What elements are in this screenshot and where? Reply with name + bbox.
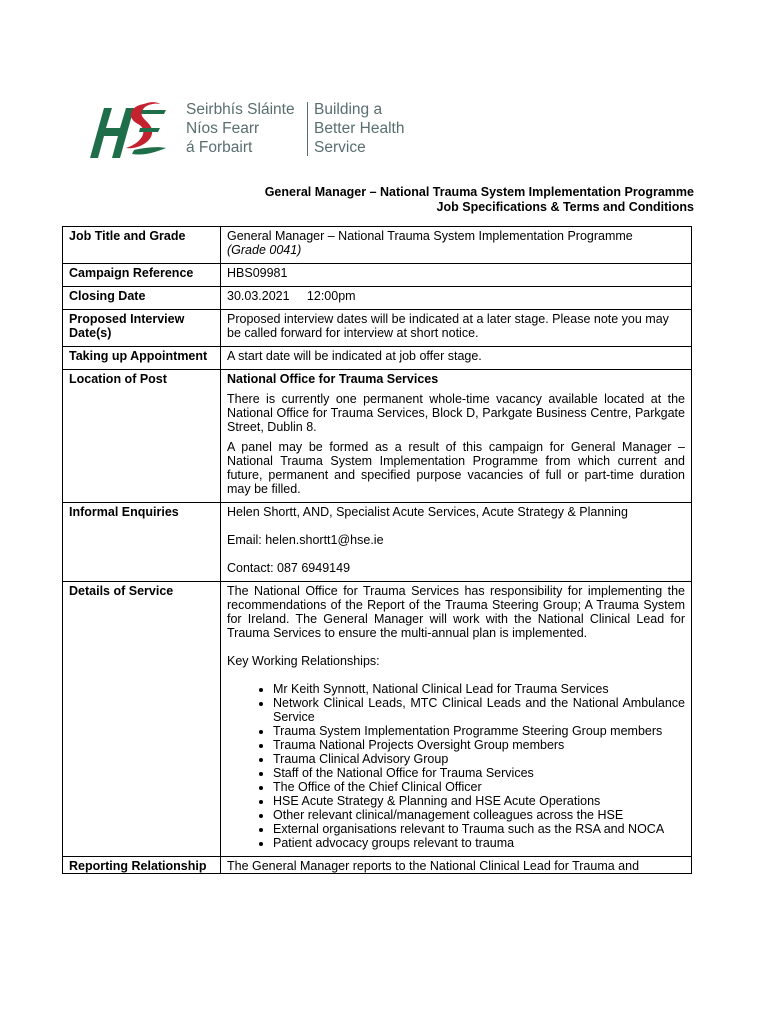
campaign-reference-value: HBS09981 bbox=[221, 264, 692, 287]
location-paragraph: There is currently one permanent whole-time vacancy available located at the National Office for Trauma Services, Block D, Parkgate Business Centre, Parkgate Street, Dublin 8. bbox=[227, 392, 685, 434]
row-value bbox=[221, 227, 692, 264]
job-spec-table bbox=[62, 226, 692, 874]
logo-irish-text bbox=[186, 100, 295, 157]
row-label: Reporting Relationship bbox=[63, 857, 221, 874]
logo-english-line: Building a bbox=[314, 101, 383, 118]
list-item: • Other relevant clinical/management colleagues across the HSE bbox=[273, 808, 685, 822]
logo-irish-line: á Forbairt bbox=[186, 139, 253, 156]
table-row bbox=[63, 857, 692, 874]
service-intro: The National Office for Trauma Services has responsibility for implementing the recommendations of the Report of the Trauma Steering Group; A Trauma System for Ireland. The General Manager will work with the National Clinical Lead for Trauma Services to ensure the multi-annual plan is implemented. bbox=[227, 584, 685, 640]
service-value bbox=[221, 582, 692, 857]
row-label: Location of Post bbox=[63, 370, 221, 503]
closing-date-value: 30.03.2021 12:00pm bbox=[221, 287, 692, 310]
row-label: Job Title and Grade bbox=[63, 227, 221, 264]
row-label: Details of Service bbox=[63, 582, 221, 857]
enquiries-value bbox=[221, 503, 692, 582]
list-item: • Trauma Clinical Advisory Group bbox=[273, 752, 685, 766]
list-item: • External organisations relevant to Trauma such as the RSA and NOCA bbox=[273, 822, 685, 836]
table-row bbox=[63, 310, 692, 347]
logo-english-line: Better Health bbox=[314, 120, 405, 137]
table-row bbox=[63, 582, 692, 857]
list-item: • The Office of the Chief Clinical Officer bbox=[273, 780, 685, 794]
hse-logo bbox=[86, 98, 416, 164]
row-label: Proposed Interview Date(s) bbox=[63, 310, 221, 347]
list-item: • Trauma National Projects Oversight Group members bbox=[273, 738, 685, 752]
row-label: Campaign Reference bbox=[63, 264, 221, 287]
appointment-value: A start date will be indicated at job offer stage. bbox=[221, 347, 692, 370]
table-row bbox=[63, 347, 692, 370]
enquiries-phone: Contact: 087 6949149 bbox=[227, 561, 351, 575]
location-heading: National Office for Trauma Services bbox=[227, 372, 439, 386]
reporting-value: The General Manager reports to the National Clinical Lead for Trauma and bbox=[221, 857, 692, 874]
document-title: General Manager – National Trauma System Implementation Programme bbox=[264, 185, 694, 199]
row-label: Taking up Appointment bbox=[63, 347, 221, 370]
table-row bbox=[63, 503, 692, 582]
row-label: Informal Enquiries bbox=[63, 503, 221, 582]
table-row bbox=[63, 264, 692, 287]
list-item: • Patient advocacy groups relevant to trauma bbox=[273, 836, 685, 850]
document-subtitle: Job Specifications & Terms and Conditions bbox=[436, 200, 694, 214]
list-item: • Network Clinical Leads, MTC Clinical Leads and the National Ambulance Service bbox=[273, 696, 685, 724]
table-row bbox=[63, 287, 692, 310]
logo-divider bbox=[307, 102, 308, 156]
job-title-value: General Manager – National Trauma System Implementation Programme bbox=[227, 229, 633, 243]
relationships-heading: Key Working Relationships: bbox=[227, 654, 380, 668]
logo-english-text bbox=[314, 100, 404, 157]
enquiries-contact-name: Helen Shortt, AND, Specialist Acute Services, Acute Strategy & Planning bbox=[227, 505, 628, 519]
interview-dates-value: Proposed interview dates will be indicated at a later stage. Please note you may be called forward for interview at short notice. bbox=[221, 310, 692, 347]
relationships-list bbox=[227, 682, 685, 850]
document-header bbox=[265, 185, 694, 215]
logo-irish-line: Seirbhís Sláinte bbox=[186, 101, 295, 118]
list-item: • Mr Keith Synnott, National Clinical Lead for Trauma Services bbox=[273, 682, 685, 696]
list-item: • Trauma System Implementation Programme Steering Group members bbox=[273, 724, 685, 738]
hse-logo-mark-icon bbox=[86, 98, 168, 164]
grade-value: (Grade 0041) bbox=[227, 243, 302, 257]
table-row bbox=[63, 370, 692, 503]
enquiries-email[interactable]: Email: helen.shortt1@hse.ie bbox=[227, 533, 384, 547]
table-row bbox=[63, 227, 692, 264]
list-item: • HSE Acute Strategy & Planning and HSE Acute Operations bbox=[273, 794, 685, 808]
list-item: • Staff of the National Office for Trauma Services bbox=[273, 766, 685, 780]
row-label: Closing Date bbox=[63, 287, 221, 310]
location-paragraph: A panel may be formed as a result of this campaign for General Manager – National Trauma System Implementation Programme from which current and future, permanent and specified purpose vacancies of full or part-time duration may be filled. bbox=[227, 440, 685, 496]
logo-english-line: Service bbox=[314, 139, 366, 156]
location-value bbox=[221, 370, 692, 503]
logo-irish-line: Níos Fearr bbox=[186, 120, 260, 137]
